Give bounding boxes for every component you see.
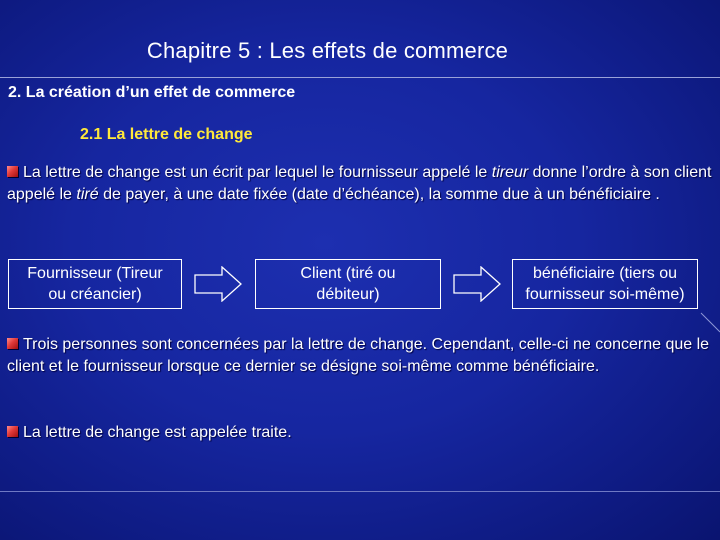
flow-box-fournisseur	[8, 259, 182, 309]
paragraph-definition	[7, 162, 713, 206]
paragraph-definition-text-2: donne l’ordre à son client appelé le	[7, 164, 712, 203]
bullet-square-icon	[7, 338, 18, 349]
right-arrow-icon	[194, 266, 242, 302]
paragraph-definition-text-1: La lettre de change est un écrit par lequel le fournisseur appelé le	[23, 164, 492, 181]
bullet-square-icon	[7, 166, 18, 177]
paragraph-three-persons	[7, 334, 713, 378]
paragraph-definition-text-3: de payer, à une date fixée (date d’échéance), la somme due à un bénéficiaire .	[98, 186, 660, 203]
flow-box-beneficiaire	[512, 259, 698, 309]
flow-box-client-line1: Client (tiré ou	[300, 265, 396, 282]
bullet-square-icon	[7, 426, 18, 437]
section-heading: 2. La création d’un effet de commerce	[8, 84, 296, 101]
decorative-line	[700, 312, 720, 334]
subsection-heading: 2.1 La lettre de change	[80, 126, 253, 143]
flow-box-beneficiaire-line2: fournisseur soi-même)	[525, 286, 685, 303]
title-divider	[0, 77, 720, 78]
right-arrow-icon	[453, 266, 501, 302]
term-tire: tiré	[76, 186, 99, 203]
flow-box-beneficiaire-line1: bénéficiaire (tiers ou	[532, 265, 678, 282]
paragraph-traite	[7, 422, 713, 444]
paragraph-traite-text: La lettre de change est appelée traite.	[23, 424, 292, 441]
flow-box-client-line2: débiteur)	[316, 286, 380, 303]
page-title: Chapitre 5 : Les effets de commerce	[146, 38, 509, 63]
footer-divider	[0, 491, 720, 492]
paragraph-three-persons-text: Trois personnes sont concernées par la lettre de change. Cependant, celle-ci ne concerne que le client et le fournisseur lorsque ce dernier se désigne soi-même comme bénéficiaire.	[7, 336, 710, 375]
flow-box-fournisseur-line1: Fournisseur (Tireur	[27, 265, 163, 282]
term-tireur: tireur	[491, 164, 529, 181]
flow-box-fournisseur-line2: ou créancier)	[48, 286, 142, 303]
flow-box-client	[255, 259, 441, 309]
